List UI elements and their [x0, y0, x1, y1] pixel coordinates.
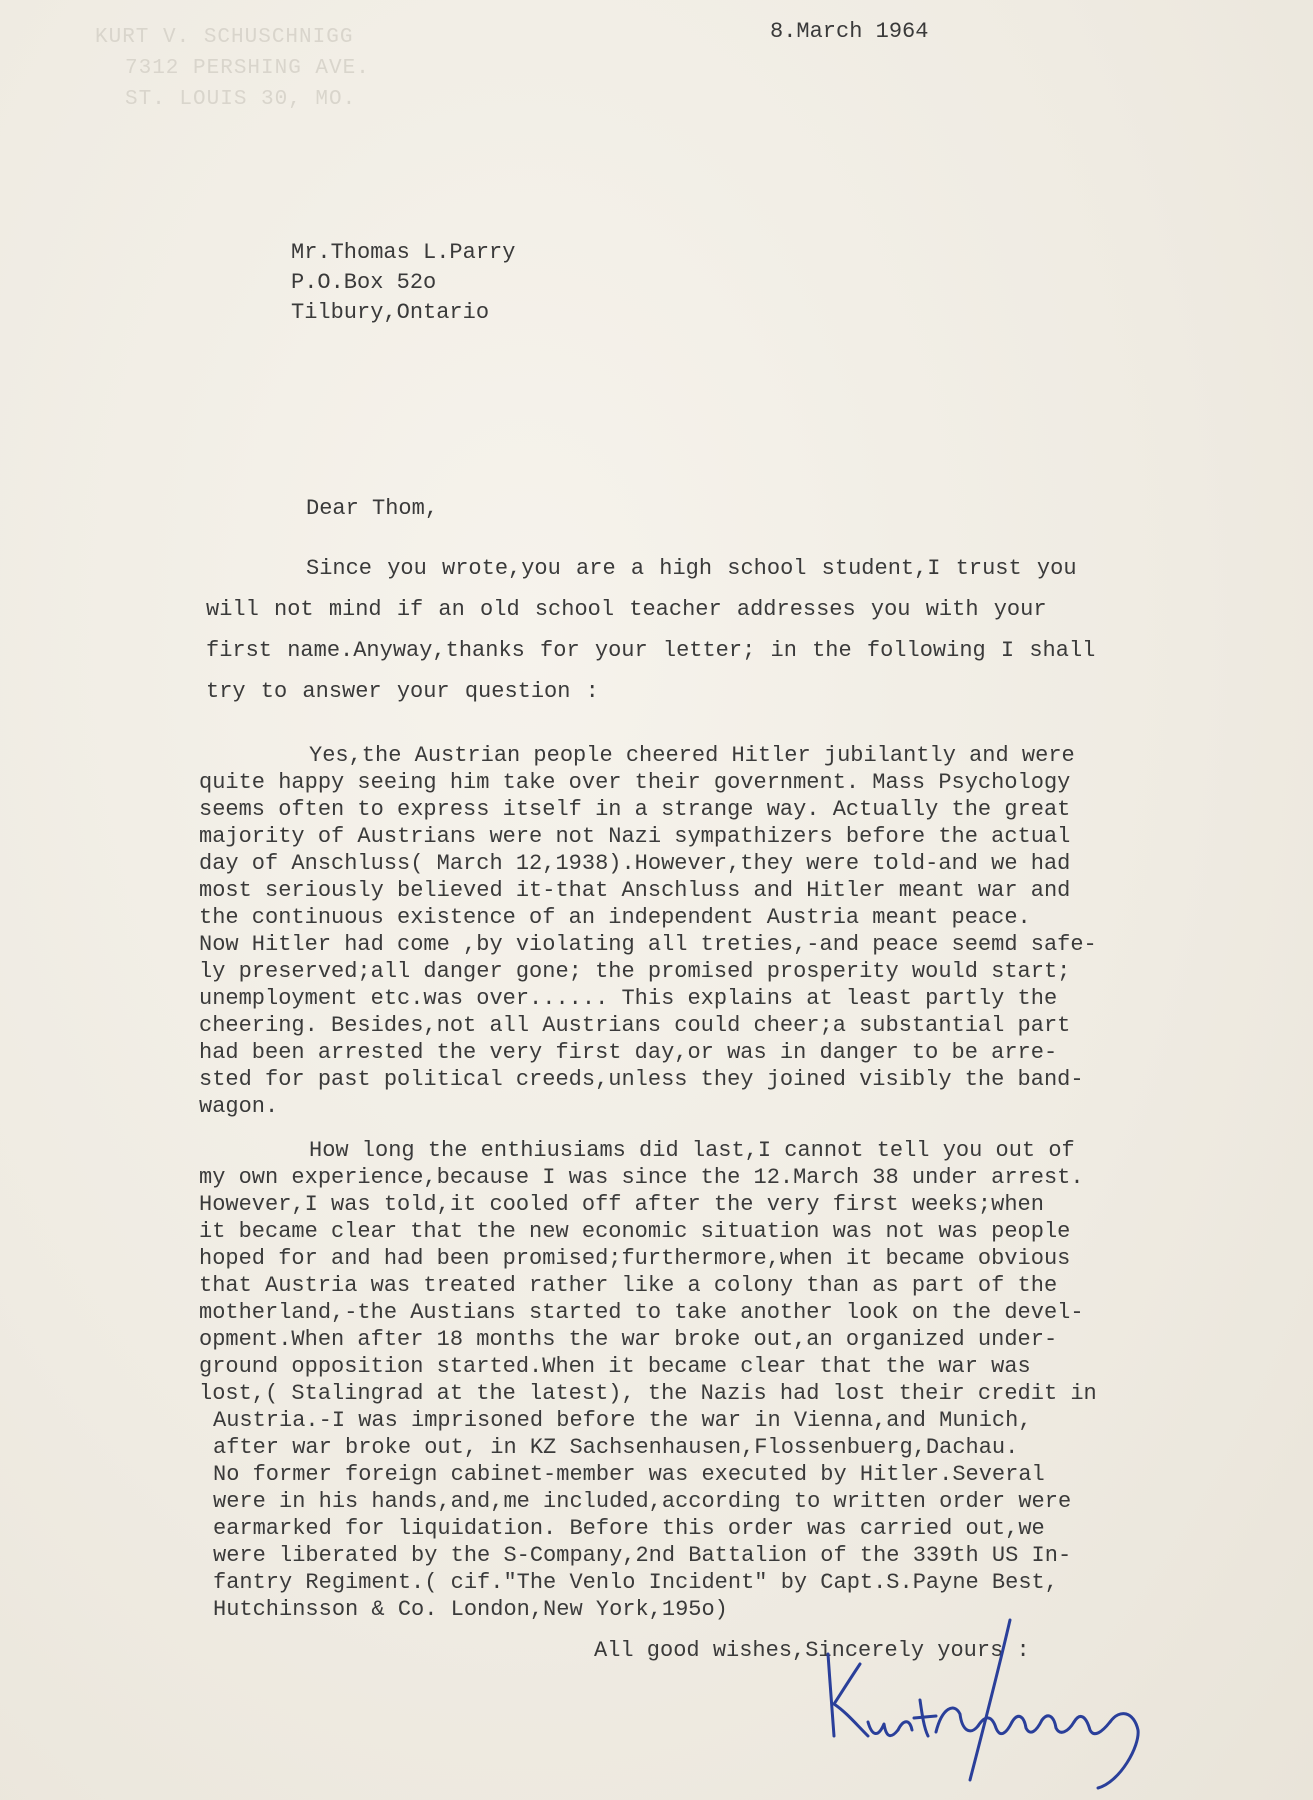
- body-line: ly preserved;all danger gone; the promised prosperity would start;: [199, 959, 1071, 984]
- body-line: lost,( Stalingrad at the latest), the Nazis had lost their credit in: [199, 1381, 1097, 1406]
- intro-line: try to answer your question :: [206, 679, 599, 704]
- handwritten-signature: [820, 1612, 1180, 1792]
- salutation: Dear Thom,: [306, 496, 439, 521]
- body-line: opment.When after 18 months the war broke out,an organized under-: [199, 1327, 1058, 1352]
- body-line: No former foreign cabinet-member was executed by Hitler.Several: [213, 1462, 1045, 1487]
- letterhead-line-2: 7312 PERSHING AVE.: [125, 57, 370, 80]
- body-line: day of Anschluss( March 12,1938).However,they were told-and we had: [199, 851, 1071, 876]
- recipient-box: P.O.Box 52o: [291, 270, 437, 295]
- body-line: hoped for and had been promised;furthermore,when it became obvious: [199, 1246, 1071, 1271]
- body-line: motherland,-the Austians started to take another look on the devel-: [199, 1300, 1084, 1325]
- recipient-name: Mr.Thomas L.Parry: [291, 240, 516, 265]
- body-line: cheering. Besides,not all Austrians could cheer;a substantial part: [199, 1013, 1071, 1038]
- body-line: Now Hitler had come ,by violating all treties,-and peace seemd safe-: [199, 932, 1097, 957]
- body-line: were liberated by the S-Company,2nd Battalion of the 339th US In-: [213, 1543, 1072, 1568]
- letterhead-embossed: [95, 22, 415, 115]
- intro-paragraph: [206, 548, 1095, 712]
- intro-line: will not mind if an old school teacher addresses you with your: [206, 597, 1047, 622]
- body-line: that Austria was treated rather like a colony than as part of the: [199, 1273, 1058, 1298]
- body-line: were in his hands,and,me included,according to written order were: [213, 1489, 1072, 1514]
- closing-line: All good wishes,Sincerely yours :: [594, 1638, 1030, 1663]
- letter-date: 8.March 1964: [770, 19, 929, 44]
- body-line: However,I was told,it cooled off after the very first weeks;when: [199, 1192, 1044, 1217]
- paragraph-imprisonment: [199, 1137, 1097, 1623]
- body-line: most seriously believed it-that Anschluss and Hitler meant war and: [199, 878, 1071, 903]
- body-line: ground opposition started.When it became clear that the war was: [199, 1354, 1031, 1379]
- body-line: majority of Austrians were not Nazi sympathizers before the actual: [199, 824, 1071, 849]
- intro-line: first name.Anyway,thanks for your letter; in the following I shall: [206, 638, 1096, 663]
- body-line: earmarked for liquidation. Before this order was carried out,we: [213, 1516, 1045, 1541]
- body-line: it became clear that the new economic situation was not was people: [199, 1219, 1071, 1244]
- body-line: my own experience,because I was since the 12.March 38 under arrest.: [199, 1165, 1084, 1190]
- body-line: seems often to express itself in a strange way. Actually the great: [199, 797, 1071, 822]
- recipient-city: Tilbury,Ontario: [291, 300, 490, 325]
- body-line: wagon.: [199, 1094, 279, 1119]
- body-line: after war broke out, in KZ Sachsenhausen,Flossenbuerg,Dachau.: [213, 1435, 1019, 1460]
- body-line: sted for past political creeds,unless they joined visibly the band-: [199, 1067, 1084, 1092]
- body-line: Austria.-I was imprisoned before the war in Vienna,and Munich,: [213, 1408, 1032, 1433]
- body-line: quite happy seeing him take over their government. Mass Psychology: [199, 770, 1071, 795]
- intro-line: Since you wrote,you are a high school student,I trust you: [306, 556, 1077, 581]
- body-line: fantry Regiment.( cif."The Venlo Incident" by Capt.S.Payne Best,: [213, 1570, 1058, 1595]
- letterhead-line-3: ST. LOUIS 30, MO.: [125, 88, 357, 111]
- body-line: had been arrested the very first day,or was in danger to be arre-: [199, 1040, 1058, 1065]
- body-line: Hutchinsson & Co. London,New York,195o): [213, 1597, 728, 1622]
- paragraph-anschluss: [199, 742, 1097, 1120]
- recipient-address: [291, 238, 515, 328]
- letter-body: [199, 742, 1097, 1623]
- letterhead-line-1: KURT V. SCHUSCHNIGG: [95, 26, 354, 49]
- body-line: How long the enthiusiams did last,I cannot tell you out of: [309, 1138, 1075, 1163]
- body-line: unemployment etc.was over...... This explains at least partly the: [199, 986, 1058, 1011]
- body-line: Yes,the Austrian people cheered Hitler jubilantly and were: [309, 743, 1075, 768]
- body-line: the continuous existence of an independent Austria meant peace.: [199, 905, 1031, 930]
